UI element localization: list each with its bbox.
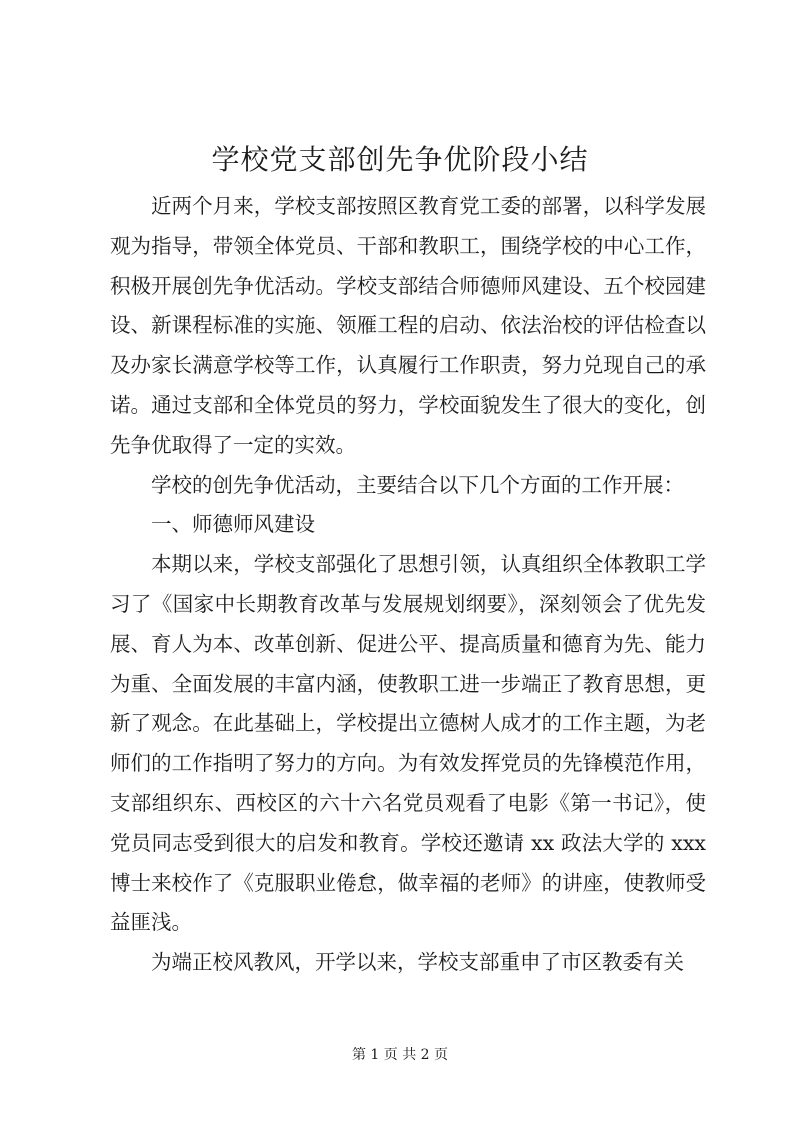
page-number-footer: 第 1 页 共 2 页 [351, 1047, 449, 1063]
paragraph-continued: 为端正校风教风，开学以来，学校支部重申了市区教委有关 [151, 950, 684, 975]
paragraph-section-1: 本期以来，学校支部强化了思想引领，认真组织全体教职工学习了《国家中长期教育改革与发展规划纲要》，深刻领会了优先发展、育人为本、改革创新、促进公平、提高质量和德育为先、能力为重、全面发展的丰富内涵，使教职工进一步端正了教育思想，更新了观念。在此基础上，学校提出立德树人成才的工作主题，为老师们的工作指明了努力的方向。为有效发挥党员的先锋模范作用，支部组织东、西校区的六十六名党员观看了电影《第一书记》，使党员同志受到很大的启发和教育。学校还邀请 xx 政法大学的 xxx 博士来校作了《克服职业倦怠，做幸福的老师》的讲座，使教师受益匪浅。 [110, 552, 706, 935]
document-title: 学校党支部创先争优阶段小结 [211, 143, 589, 176]
document-body [110, 187, 706, 983]
paragraph-intro: 近两个月来，学校支部按照区教育党工委的部署，以科学发展观为指导，带领全体党员、干部和教职工，围绕学校的中心工作，积极开展创先争优活动。学校支部结合师德师风建设、五个校园建设、新课程标准的实施、领雁工程的启动、依法治校的评估检查以及办家长满意学校等工作，认真履行工作职责，努力兑现自己的承诺。通过支部和全体党员的努力，学校面貌发生了很大的变化，创先争优取得了一定的实效。 [110, 194, 706, 457]
paragraph-overview: 学校的创先争优活动，主要结合以下几个方面的工作开展： [151, 472, 684, 497]
section-heading-1: 一、师德师风建设 [151, 512, 315, 537]
